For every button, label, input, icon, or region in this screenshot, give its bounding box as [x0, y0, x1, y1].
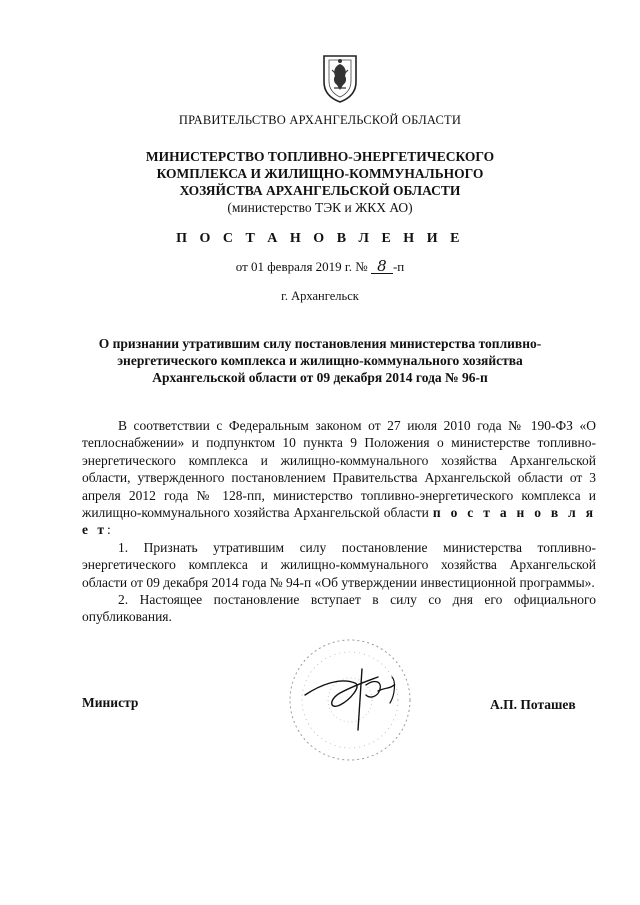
preamble-text: В соответствии с Федеральным законом от 27 июля 2010 года № 190-ФЗ «О теплоснабжении» и подпунктом 10 пункта 9 Положения о министерстве топливно-энергетического комплекса и жилищно-коммунального хозяйства Архангельской области, утвержденного постановлением Правительства Архангельской области от 3 апреля 2012 года № 128-пп, министерство топливно-энергетического комплекса и жилищно-коммунального хозяйства Архангельской области [82, 418, 596, 521]
resolves-word: п о с т а н о в л я е т [82, 505, 596, 538]
signatory-name: А.П. Поташев [490, 697, 576, 712]
signatory-position: Министр [82, 695, 139, 710]
item-paragraph: 1. Признать утратившим силу постановление министерства топливно-энергетического комплекса и жилищно-коммунального хозяйства Архангельской области от 09 декабря 2014 года № 94-п «Об утверждении инвестиционной программы». [82, 539, 596, 590]
resolves-colon: : [107, 522, 111, 538]
subject-line: энергетического комплекса и жилищно-коммунального хозяйства [117, 353, 523, 368]
decree-number: 8 [371, 260, 393, 274]
item-paragraph: 2. Настоящее постановление вступает в силу со дня его официального опубликования. [82, 592, 596, 625]
decree-city: г. Архангельск [281, 289, 359, 303]
decree-date: от 01 февраля 2019 г. № [235, 259, 368, 274]
ministry-name [0, 148, 640, 216]
decree-body [82, 417, 596, 626]
ministry-short-name: (министерство ТЭК и ЖКХ АО) [227, 200, 413, 215]
ministry-name-line: МИНИСТЕРСТВО ТОПЛИВНО-ЭНЕРГЕТИЧЕСКОГО [145, 149, 495, 164]
handwritten-signature-icon [300, 655, 420, 735]
ministry-name-line: ХОЗЯЙСТВА АРХАНГЕЛЬСКОЙ ОБЛАСТИ [179, 183, 461, 198]
decree-subject [0, 335, 640, 386]
ministry-name-line: КОМПЛЕКСА И ЖИЛИЩНО-КОММУНАЛЬНОГО [156, 166, 484, 181]
decree-number-suffix: -п [392, 259, 405, 274]
document-type: П О С Т А Н О В Л Е Н И Е [176, 231, 464, 246]
subject-line: О признании утратившим силу постановления министерства топливно- [98, 336, 542, 351]
coat-of-arms-icon [320, 52, 360, 104]
government-title: ПРАВИТЕЛЬСТВО АРХАНГЕЛЬСКОЙ ОБЛАСТИ [178, 113, 462, 127]
decree-date-number [0, 259, 640, 275]
preamble-paragraph [82, 417, 596, 539]
subject-line: Архангельской области от 09 декабря 2014 года № 96-п [152, 370, 488, 385]
